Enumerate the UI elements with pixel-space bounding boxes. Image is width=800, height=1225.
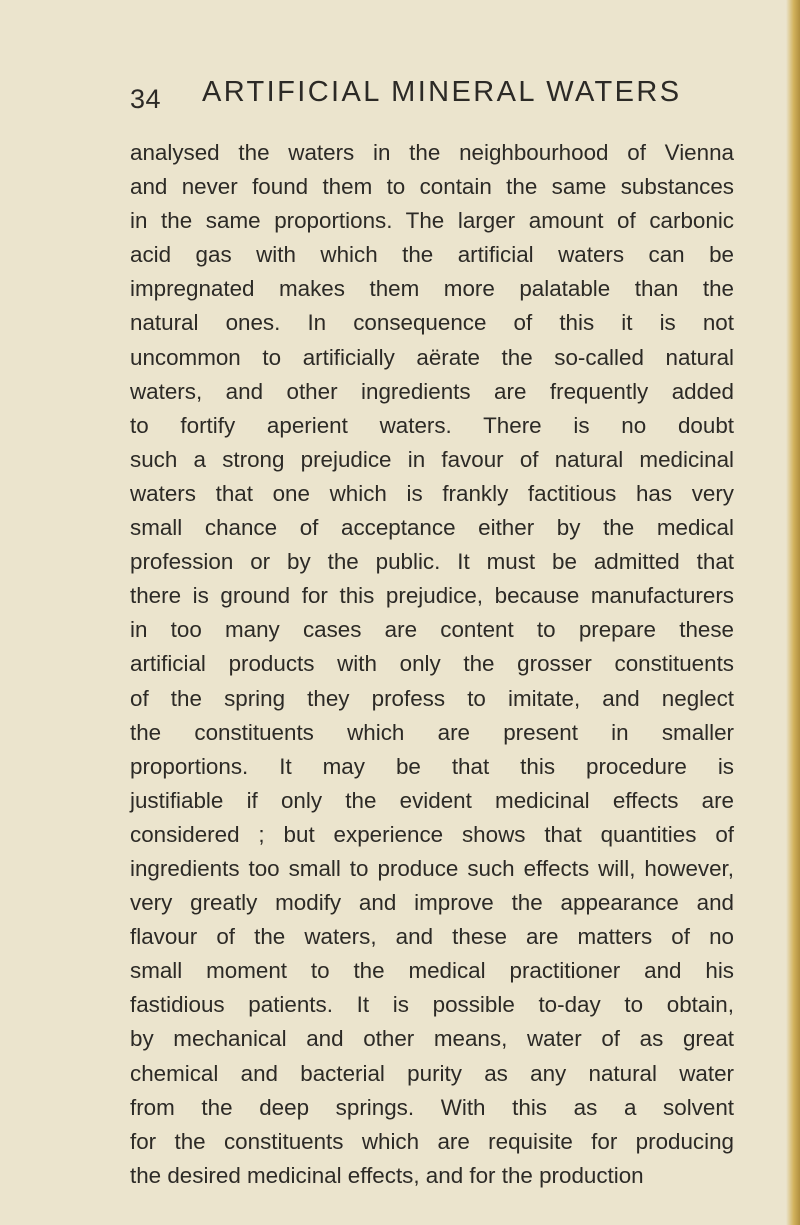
running-head xyxy=(130,76,730,116)
text-line: in too many cases are content to prepare these xyxy=(130,617,734,643)
running-title: ARTIFICIAL MINERAL WATERS xyxy=(202,76,682,108)
text-line: impregnated makes them more palatable than the xyxy=(130,276,734,302)
text-line: considered ; but experience shows that quantities of xyxy=(130,821,734,847)
body-text xyxy=(130,136,734,1193)
text-line: by mechanical and other means, water of as great xyxy=(130,1026,734,1052)
text-line: analysed the waters in the neighbourhood of Vienna xyxy=(130,140,734,165)
page-edge-shadow xyxy=(786,0,800,1225)
text-line: for the constituents which are requisite for producing xyxy=(130,1128,734,1154)
text-line: such a strong prejudice in favour of natural medicinal xyxy=(130,446,734,472)
text-line: acid gas with which the artificial waters can be xyxy=(130,242,734,268)
text-line: very greatly modify and improve the appearance and xyxy=(130,890,734,916)
text-line: in the same proportions. The larger amount of carbonic xyxy=(130,208,734,234)
text-line: of the spring they profess to imitate, and neglect xyxy=(130,685,734,711)
text-line: waters, and other ingredients are frequently added xyxy=(130,378,734,404)
text-line: flavour of the waters, and these are matters of no xyxy=(130,924,734,950)
text-line: justifiable if only the evident medicinal effects are xyxy=(130,787,734,813)
text-line: small moment to the medical practitioner and his xyxy=(130,958,734,984)
text-line: and never found them to contain the same substances xyxy=(130,174,734,200)
text-line: ingredients too small to produce such effects will, however, xyxy=(130,855,734,881)
page-number: 34 xyxy=(130,84,162,114)
text-line: proportions. It may be that this procedure is xyxy=(130,753,734,779)
text-line: uncommon to artificially aërate the so-called natural xyxy=(130,344,734,370)
text-line: small chance of acceptance either by the medical xyxy=(130,515,734,541)
text-line: from the deep springs. With this as a solvent xyxy=(130,1094,734,1120)
text-line: chemical and bacterial purity as any natural water xyxy=(130,1060,734,1086)
text-line: natural ones. In consequence of this it is not xyxy=(130,310,734,336)
text-line: profession or by the public. It must be admitted that xyxy=(130,549,734,575)
text-line: the constituents which are present in smaller xyxy=(130,719,734,745)
text-line: the desired medicinal effects, and for the production xyxy=(130,1162,644,1188)
text-line: there is ground for this prejudice, because manufacturers xyxy=(130,583,734,609)
text-line: waters that one which is frankly factitious has very xyxy=(130,480,734,506)
text-line: artificial products with only the grosser constituents xyxy=(130,651,734,677)
text-line: to fortify aperient waters. There is no doubt xyxy=(130,412,734,438)
text-line: fastidious patients. It is possible to-day to obtain, xyxy=(130,992,734,1018)
